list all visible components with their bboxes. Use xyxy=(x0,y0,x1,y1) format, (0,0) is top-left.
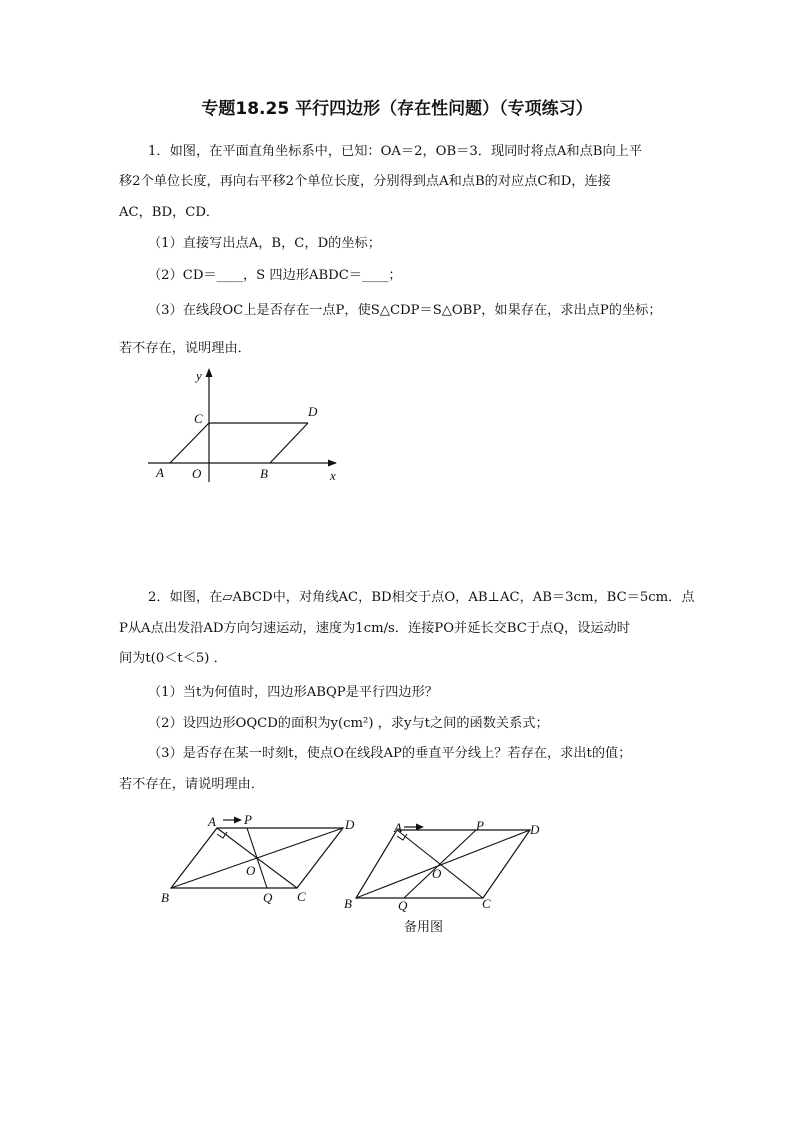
backup-label-c: C xyxy=(482,896,491,911)
label-c: C xyxy=(194,411,203,426)
label-b: B xyxy=(260,466,268,481)
label-a: A xyxy=(156,465,164,480)
label-y: y xyxy=(196,368,202,383)
problem2-line-5: （2）设四边形OQCD的面积为y(cm²) ，求y与t之间的函数关系式； xyxy=(148,716,549,731)
label-d: D xyxy=(308,404,318,419)
backup-label-b: B xyxy=(344,896,352,911)
backup-label-d: D xyxy=(530,822,540,837)
backup-diagonal-bd xyxy=(356,830,530,898)
parallelogram-figure xyxy=(155,808,370,913)
label-b: B xyxy=(161,890,169,905)
problem1-line-6: （3）在线段OC上是否存在一点P，使S△CDP＝S△OBP，如果存在，求出点P的坐标； xyxy=(148,303,662,318)
backup-figure-caption: 备用图 xyxy=(404,920,444,935)
segment-ac xyxy=(170,423,209,463)
right-angle-mark xyxy=(217,832,227,838)
problem2-line-3: 间为t(0＜t＜5) ． xyxy=(119,651,227,666)
problem1-line-7: 若不存在，说明理由． xyxy=(119,341,251,356)
problem2-line-7: 若不存在，请说明理由． xyxy=(119,777,265,792)
coordinate-figure xyxy=(140,360,360,490)
segment-pq xyxy=(247,828,267,888)
backup-segment-pq xyxy=(404,830,476,898)
problem1-line-2: 移2个单位长度，再向右平移2个单位长度，分别得到点A和点B的对应点C和D，连接 xyxy=(119,174,611,189)
backup-figure xyxy=(340,812,550,917)
problem2-line-2: P从A点出发沿AD方向匀速运动，速度为1cm/s．连接PO并延长交BC于点Q，设运动时 xyxy=(119,621,630,636)
problem2-line-6: （3）是否存在某一时刻t，使点O在线段AP的垂直平分线上？若存在，求出t的值； xyxy=(148,746,632,761)
page-title: 专题18.25 平行四边形（存在性问题）（专项练习） xyxy=(201,99,593,119)
x-axis-arrow xyxy=(328,460,337,467)
motion-arrowhead xyxy=(234,817,242,824)
label-p: P xyxy=(244,812,252,827)
label-c: C xyxy=(297,889,306,904)
label-d: D xyxy=(345,817,355,832)
backup-label-p: P xyxy=(476,818,484,833)
problem1-line-1: 1．如图，在平面直角坐标系中，已知：OA＝2，OB＝3．现同时将点A和点B向上平 xyxy=(148,144,643,159)
backup-label-a: A xyxy=(394,820,402,835)
backup-label-q: Q xyxy=(398,898,408,913)
problem2-line-4: （1）当t为何值时，四边形ABQP是平行四边形？ xyxy=(148,685,438,700)
label-x: x xyxy=(330,468,336,483)
label-o: O xyxy=(246,863,256,878)
problem2-line-1: 2．如图，在▱ABCD中，对角线AC，BD相交于点O，AB⊥AC，AB＝3cm，BC＝5cm．点 xyxy=(148,590,695,605)
problem1-line-5: （2）CD＝____，S 四边形ABDC＝____； xyxy=(148,268,402,283)
problem1-line-3: AC，BD，CD． xyxy=(119,205,220,220)
segment-bd xyxy=(270,423,308,463)
label-a: A xyxy=(208,814,216,829)
label-q: Q xyxy=(263,890,273,905)
problem1-line-4: （1）直接写出点A，B，C，D的坐标； xyxy=(148,236,381,251)
backup-label-o: O xyxy=(432,866,442,881)
label-o: O xyxy=(192,466,202,481)
y-axis-arrow xyxy=(206,368,213,377)
